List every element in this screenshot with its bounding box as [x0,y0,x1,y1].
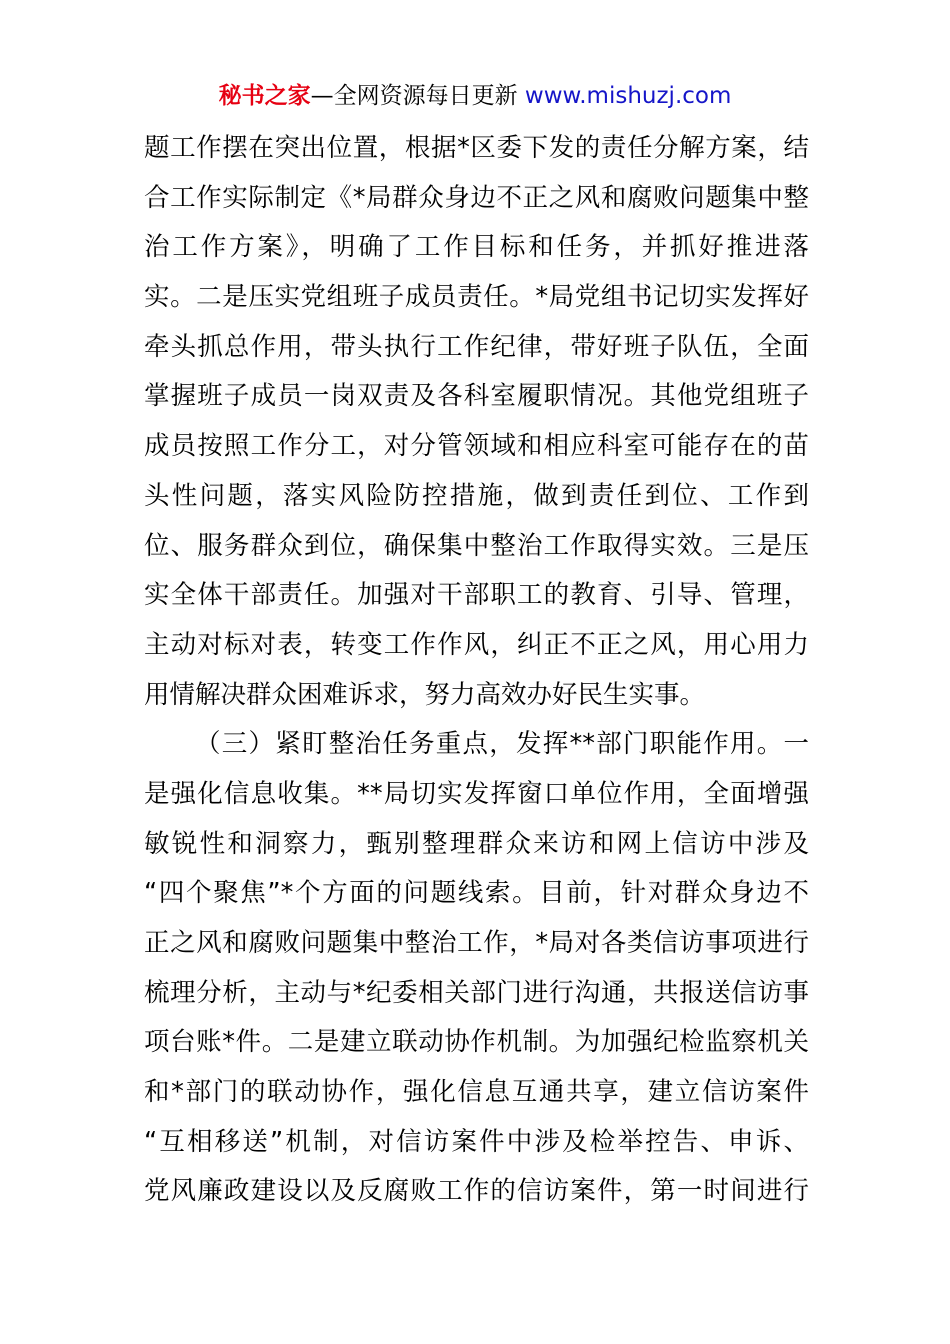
page-header [0,80,950,112]
document-body [144,124,809,1217]
text-line: 敏锐性和洞察力，甄别整理群众来访和网上信访中涉及 [144,828,809,859]
text-line: 实。二是压实党组班子成员责任。*局党组书记切实发挥好 [144,282,809,313]
text-line: 合工作实际制定《*局群众身边不正之风和腐败问题集中整 [144,182,809,213]
brand-name: 秘书之家 [218,83,311,109]
text-line: 正之风和腐败问题集中整治工作，*局对各类信访事项进行 [144,928,809,958]
paragraph-end-line: 用情解决群众困难诉求，努力高效办好民生实事。 [144,679,706,710]
text-line: 和*部门的联动协作，强化信息互通共享，建立信访案件 [144,1077,809,1108]
text-line: 掌握班子成员一岗双责及各科室履职情况。其他党组班子 [144,381,809,412]
text-line: “四个聚焦”*个方面的问题线索。目前，针对群众身边不 [144,878,809,909]
text-line: 头性问题，落实风险防控措施，做到责任到位、工作到 [144,480,809,511]
text-line: 题工作摆在突出位置，根据*区委下发的责任分解方案，结 [144,133,809,163]
text-line: 成员按照工作分工，对分管领域和相应科室可能存在的苗 [144,431,809,462]
text-line: “互相移送”机制，对信访案件中涉及检举控告、申诉、 [144,1126,809,1157]
text-line: 党风廉政建设以及反腐败工作的信访案件，第一时间进行 [144,1176,809,1207]
text-line: 主动对标对表，转变工作作风，纠正不正之风，用心用力 [144,629,809,660]
section-heading-line: （三）紧盯整治任务重点，发挥**部门职能作用。一 [195,729,809,760]
text-line: 实全体干部责任。加强对干部职工的教育、引导、管理， [144,580,809,611]
text-line: 是强化信息收集。**局切实发挥窗口单位作用，全面增强 [144,778,809,809]
text-line: 项台账*件。二是建立联动协作机制。为加强纪检监察机关 [144,1027,809,1058]
text-line: 牵头抓总作用，带头执行工作纪律，带好班子队伍，全面 [144,331,809,362]
text-line: 位、服务群众到位，确保集中整治工作取得实效。三是压 [144,530,809,561]
text-line: 治工作方案》，明确了工作目标和任务，并抓好推进落 [144,232,809,263]
text-line: 梳理分析，主动与*纪委相关部门进行沟通，共报送信访事 [144,977,809,1008]
header-tagline: —全网资源每日更新 [310,83,525,109]
site-url-link[interactable]: www.mishuzj.com [524,83,732,109]
